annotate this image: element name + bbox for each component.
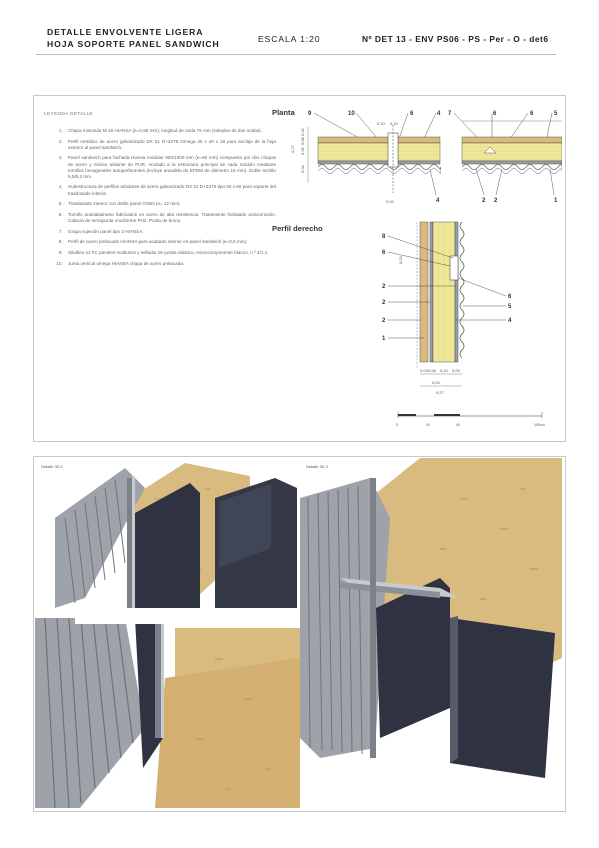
dim: 0,03 <box>398 256 403 264</box>
dim: 0,10 <box>377 121 385 126</box>
perfil-drawing <box>270 220 562 435</box>
scale-tick: 40 <box>456 423 460 427</box>
dim: 0,05 <box>300 147 305 155</box>
callout: 6 <box>493 111 497 117</box>
scale-tick: 0 <box>396 423 398 427</box>
legend-item: 9. Sikaflex-11 FC paneles multiusos y sellador de juntas elástico, monocomponente blanco, n.º 4/1.1. <box>64 250 276 256</box>
dim: 0,02 <box>300 128 305 136</box>
legend-item: 7. Grapa sujeción panel tipo 2 HIANSA. <box>64 229 276 235</box>
callout: 2 <box>482 198 486 204</box>
callout: 6 <box>382 250 386 256</box>
callout: 4 <box>437 111 441 117</box>
callout: 7 <box>448 111 452 117</box>
dim: 0,10 <box>440 368 448 373</box>
title-line-1: DETALLE ENVOLVENTE LIGERA <box>47 27 204 37</box>
title-line-2: HOJA SOPORTE PANEL SANDWICH <box>47 39 220 49</box>
callout: 1 <box>554 198 558 204</box>
callout: 5 <box>508 304 512 310</box>
perfil-label: Perfil derecho <box>272 224 323 233</box>
callout: 4 <box>436 198 440 204</box>
dim: 0,03 <box>420 368 428 373</box>
legend-item: 5. Trasdosado interior con doble panel OSB3 (e= 12 mm). <box>64 201 276 207</box>
planta-label: Planta <box>272 108 295 117</box>
legend-list <box>40 128 276 271</box>
photo-caption: Detalle 3D 1 <box>41 464 64 469</box>
legend-item: 4. Subestructura de perfiles tubulares de acero galvanizado DX 51 D+Z275 tipo 80 x 60 para soporte del trasdosado interior. <box>64 184 276 196</box>
dim: 0,27 <box>290 145 295 153</box>
dim: 0,05 <box>452 368 460 373</box>
legend-item: 2. Perfil metálico de acero galvanizado DX 51 D+Z275 Omega 40 x 40 x 18 para anclaje de la hoja exterior al panel sandwich. <box>64 139 276 151</box>
dim: 0,10 <box>390 121 398 126</box>
legend-item: 3. Panel sandwich para fachada Hiansa modular 900/1000 mm (e=80 mm) compuesto por dos chapas de acero y núcleo aislante de PUR. Anclado a la estructura principal de cada módulo mediante tornillos hexagonales autoperforantes (incluye arandela de EPDM de diámetro 16 mm). Doble tornillo 5,5/6,3 mm. <box>64 155 276 179</box>
header-divider <box>36 54 556 55</box>
scale-tick: 10 <box>426 423 430 427</box>
sheet-title <box>47 26 220 50</box>
callout: 2 <box>382 284 386 290</box>
legend-title: LEYENDA DETALLE <box>44 112 93 117</box>
callout: 6 <box>508 294 512 300</box>
callout: 4 <box>508 318 512 324</box>
callout: 2 <box>382 300 386 306</box>
render-view-2 <box>300 458 562 808</box>
legend-item: 10. Junta vertical omega HIANSA chapa de acero prelacada. <box>64 261 276 267</box>
callout: 2 <box>494 198 498 204</box>
callout: 10 <box>348 111 355 117</box>
dim: 0,04 <box>432 380 440 385</box>
dim: 0,27 <box>436 390 444 395</box>
render-view-1 <box>35 458 300 618</box>
dim: 0,08 <box>300 137 305 145</box>
callout: 8 <box>382 234 386 240</box>
photo-caption: Detalle 3D 2 <box>306 464 329 469</box>
callout: 9 <box>308 111 312 117</box>
dim: 0,04 <box>300 165 305 173</box>
scale-label: ESCALA 1:20 <box>258 34 321 44</box>
planta-drawing <box>270 103 562 215</box>
callout: 5 <box>554 111 558 117</box>
callout: 2 <box>382 318 386 324</box>
dim: 0,02 <box>386 199 394 204</box>
callout: 1 <box>382 336 386 342</box>
legend-item: 1. Chapa minionda M-18 HIANSA (e=0,50 mm); longitud de onda 76 mm (soleplex de dos ondas). <box>64 128 276 134</box>
detail-reference: Nº DET 13 - ENV PS06 - PS - Per - O - det6 <box>362 34 549 44</box>
dim: 0,08 <box>428 368 436 373</box>
render-view-3 <box>35 618 300 808</box>
legend-item: 8. Perfil de acero prelacado HIANSA para acabado interior en panel sandwich (e=0,6 mm). <box>64 239 276 245</box>
scale-tick: 100cm <box>534 423 545 427</box>
callout: 6 <box>530 111 534 117</box>
callout: 6 <box>410 111 414 117</box>
legend-item: 6. Tornillo autotaladrante fabricados en acero de alta resistencia. Tratamiento fosfatado anticorrosión. Cabeza de tornapunta cruciforme PH2. Punta de broca. <box>64 212 276 224</box>
